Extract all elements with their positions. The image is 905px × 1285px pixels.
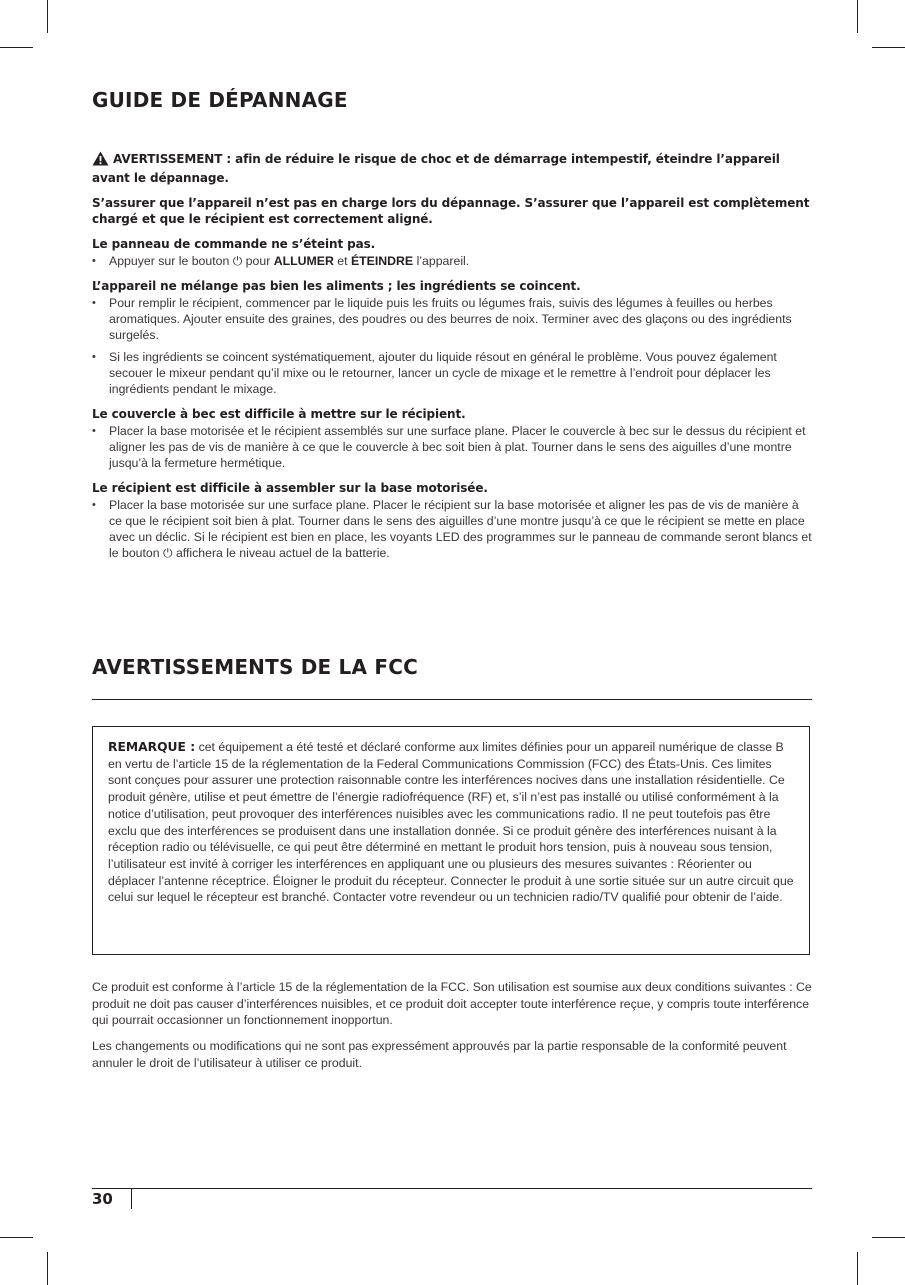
bullet-list xyxy=(92,423,814,471)
footer-divider xyxy=(92,1188,812,1189)
intro-notice: S’assurer que l’appareil n’est pas en charge lors du dépannage. S’assurer que l’appareil est complètement chargé et que le récipient est correctement aligné. xyxy=(92,196,810,226)
troubleshooting-body xyxy=(92,151,814,570)
note-text: cet équipement a été testé et déclaré conforme aux limites définies pour un appareil numérique de classe B en vertu de l’article 15 de la réglementation de la Federal Communications Commission (FCC) des États-Unis. Ces limites sont conçues pour assurer une protection raisonnable contre les interférences nocives dans une installation résidentielle. Ce produit génère, utilise et peut émettre de l’énergie radiofréquence (RF) et, s’il n’est pas installé ou utilisé conformément à la notice d’utilisation, peut provoquer des interférences nuisibles avec les communications radio. Il ne peut toutefois pas être exclu que des interférences se produisent dans une installation donnée. Si ce produit génère des interférences nuisant à la réception radio ou télévisuelle, ce qui peut être déterminé en mettant le produit hors tension, puis à nouveau sous tension, l’utilisateur est invité à corriger les interférences en appliquant une ou plusieurs des mesures suivantes : Réorienter ou déplacer l’antenne réceptrice. Éloigner le produit du récepteur. Connecter le produit à une sortie située sur un autre circuit que celui sur lequel le récepteur est branché. Contacter votre revendeur ou un technicien radio/TV qualifié pour obtenir de l’aide. xyxy=(108,740,794,905)
troubleshooting-title: GUIDE DE DÉPANNAGE xyxy=(92,88,348,112)
bullet-list xyxy=(92,253,814,269)
fcc-paragraph: Ce produit est conforme à l’article 15 de la réglementation de la FCC. Son utilisation est soumise aux deux conditions suivantes : Ce produit ne doit pas causer d’interférences nuisibles, et ce produit doit accepter toute interférence reçue, y compris toute interférence qui pourrait occasionner un fonctionnement inopportun. xyxy=(92,980,812,1027)
crop-mark xyxy=(0,1237,33,1238)
crop-mark xyxy=(872,1237,905,1238)
bullet-list xyxy=(92,497,814,561)
section-title: Le récipient est difficile à assembler sur la base motorisée. xyxy=(92,481,488,495)
section-title: L’appareil ne mélange pas bien les aliments ; les ingrédients se coincent. xyxy=(92,279,581,293)
list-item: • Appuyer sur le bouton ⏻ pour ALLUMER et ÉTEINDRE l’appareil. xyxy=(92,253,814,269)
crop-mark xyxy=(47,1252,48,1285)
fcc-note-box xyxy=(92,726,810,955)
list-item: • Placer la base motorisée sur une surface plane. Placer le récipient sur la base motorisée et aligner les pas de vis de manière à ce que le récipient soit bien à plat. Tourner dans le sens des aiguilles d’une montre jusqu’à ce que le récipient se mette en place avec un déclic. Si le récipient est bien en place, les voyants LED des programmes sur le panneau de commande seront blancs et le bouton ⏻ affichera le niveau actuel de la batterie. xyxy=(92,497,814,561)
list-item: • Pour remplir le récipient, commencer par le liquide puis les fruits ou légumes frais, suivis des légumes à feuilles ou herbes aromatiques. Ajouter ensuite des graines, des poudres ou des beurres de noix. Terminer avec des glaçons ou des ingrédients surgelés. xyxy=(92,295,814,343)
fcc-title: AVERTISSEMENTS DE LA FCC xyxy=(92,655,418,679)
section-title: Le couvercle à bec est difficile à mettre sur le récipient. xyxy=(92,407,466,421)
bullet-list xyxy=(92,295,814,397)
list-item: • Placer la base motorisée et le récipient assemblés sur une surface plane. Placer le couvercle à bec sur le dessus du récipient et aligner les pas de vis de manière à ce que le couvercle à bec soit bien à plat. Tourner dans le sens des aiguilles d’une montre jusqu’à la fermeture hermétique. xyxy=(92,423,814,471)
crop-mark xyxy=(0,47,33,48)
power-icon: ⏻ xyxy=(232,254,243,268)
crop-mark xyxy=(47,0,48,33)
warning-notice xyxy=(92,151,814,186)
warning-text: AVERTISSEMENT : afin de réduire le risque de choc et de démarrage intempestif, éteindre l’appareil avant le dépannage. xyxy=(92,152,780,185)
note-label: REMARQUE : xyxy=(108,740,196,754)
page-number: 30 xyxy=(92,1190,113,1208)
fcc-note xyxy=(108,739,797,906)
power-icon: ⏻ xyxy=(163,546,173,560)
crop-mark xyxy=(872,47,905,48)
crop-mark xyxy=(857,0,858,33)
crop-mark xyxy=(857,1252,858,1285)
fcc-paragraph: Les changements ou modifications qui ne sont pas expressément approuvés par la partie responsable de la conformité peuvent annuler le droit de l’utilisateur à utiliser ce produit. xyxy=(92,1039,787,1070)
section-title: Le panneau de commande ne s’éteint pas. xyxy=(92,237,376,251)
divider xyxy=(92,699,812,700)
warning-triangle-icon xyxy=(92,151,109,170)
list-item: • Si les ingrédients se coincent systématiquement, ajouter du liquide résout en général le problème. Vous pouvez également secouer le mixeur pendant qu’il mixe ou le retourner, lancer un cycle de mixage et le remettre à l’endroit pour déplacer les ingrédients pendant le mixage. xyxy=(92,349,814,397)
page-number-separator xyxy=(131,1188,132,1209)
